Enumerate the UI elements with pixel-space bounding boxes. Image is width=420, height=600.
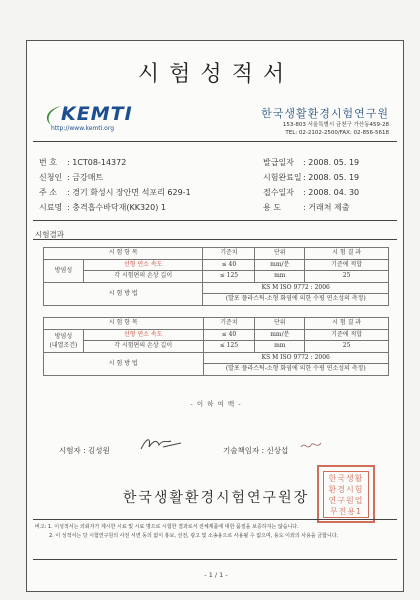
- page-number: - 1 / 1 -: [204, 571, 228, 579]
- results-divider: [33, 239, 397, 240]
- table2-header-unit: 단위: [255, 318, 305, 330]
- official-seal-stamp: 한국생활 환경시험 연구원업 무전용1: [317, 465, 375, 523]
- note-1: 비고: 1. 이성적서는 의뢰자가 제시한 시료 및 시료 명으로 시험한 결과로서 전체제품에 대한 품질을 보증하지는 않습니다.: [35, 524, 299, 530]
- table1-header-item: 시 험 항 목: [44, 248, 203, 260]
- tester-name: 시험자 : 김성원: [59, 446, 110, 455]
- note-2: 2. 이 성적서는 당 시험연구원의 사전 서면 동의 없이 홍보, 선전, 광고 및 소송용으로 사용될 수 없으며, 용도 이외의 사용을 금합니다.: [49, 533, 339, 539]
- info-address: 주 소 : 경기 화성시 장안면 석포리 629-1: [39, 188, 191, 197]
- results-table-2: [43, 317, 389, 376]
- table2-header-standard: 기준치: [203, 318, 255, 330]
- org-address: [283, 121, 389, 137]
- table-row: 방염성 선형 연소 속도 ≤ 40 mm/분 기준에 적합: [44, 259, 389, 271]
- footer-divider: [33, 519, 397, 520]
- table2-header-item: 시 험 항 목: [44, 318, 204, 330]
- end-of-content-note: - 이 하 여 백 -: [190, 400, 242, 408]
- table1-header-standard: 기준치: [203, 248, 255, 260]
- table2-method-desc-row: (발포 플라스틱-소형 화염에 의한 수평 연소성의 측정): [44, 364, 389, 376]
- footer-org-name: 한국생활환경시험연구원장: [122, 490, 310, 506]
- table-row: 각 시험편의 손상 길이 ≤ 125 mm 25: [44, 341, 389, 353]
- document-title: 시험성적서: [137, 62, 295, 87]
- kemti-logo: [41, 103, 161, 135]
- notes-divider: [33, 559, 397, 560]
- table2-group: 방염성 (내열조건): [44, 329, 84, 352]
- logo-text: KEMTI: [61, 103, 133, 125]
- org-address-line1: 153-803 서울특별시 금천구 가산동459-28: [282, 122, 389, 128]
- org-name: 한국생활환경시험연구원: [261, 107, 389, 120]
- tech-manager-signature-icon: [299, 439, 325, 453]
- table-row: 각 시험편의 손상 길이 ≤ 125 mm 25: [44, 271, 389, 283]
- table1-header-unit: 단위: [255, 248, 305, 260]
- info-applicant: 신청인 : 금강매트: [39, 173, 104, 182]
- info-issue-date: 발급일자 : 2008. 05. 19: [263, 158, 360, 167]
- results-table-1: [43, 247, 389, 306]
- notes-block: [35, 523, 397, 541]
- certificate-sheet: [26, 40, 404, 592]
- info-number: 번 호 : 1CT08-14372: [39, 158, 127, 167]
- table-row: 방염성 (내열조건) 선형 연소 속도 ≤ 40 mm/분 기준에 적합: [44, 329, 389, 341]
- info-purpose: 용 도 : 거래처 제출: [263, 203, 350, 212]
- results-label: 시험결과: [35, 230, 64, 239]
- table1-method-row: 시 험 방 법 KS M ISO 9772 : 2006: [44, 282, 389, 294]
- table1-method-desc-row: (발포 플라스틱-소형 화염에 의한 수평 연소성의 측정): [44, 294, 389, 306]
- info-right: [263, 155, 359, 215]
- logo-url: http://www.kemti.org: [51, 125, 115, 132]
- info-divider: [33, 220, 397, 221]
- table2-header-result: 시 험 결 과: [305, 318, 389, 330]
- table2-header-row: [44, 318, 389, 330]
- tech-manager-name: 기술책임자 : 신상섭: [223, 446, 289, 455]
- info-test-date: 시험완료일: 2008. 05. 19: [263, 173, 360, 182]
- table1-header-row: [44, 248, 389, 260]
- org-address-line2: TEL: 02-2102-2500/FAX: 02-856-5618: [285, 130, 389, 136]
- table1-group: 방염성: [44, 259, 84, 282]
- info-left: [39, 155, 191, 215]
- info-receipt-date: 접수일자 : 2008. 04. 30: [263, 188, 360, 197]
- table1-header-result: 시 험 결 과: [305, 248, 389, 260]
- header-divider: [33, 141, 397, 142]
- tester-signature-icon: [137, 433, 185, 455]
- table2-method-row: 시 험 방 법 KS M ISO 9772 : 2006: [44, 352, 389, 364]
- info-sample: 시료명 : 충격흡수바닥재(KK320) 1: [39, 203, 166, 212]
